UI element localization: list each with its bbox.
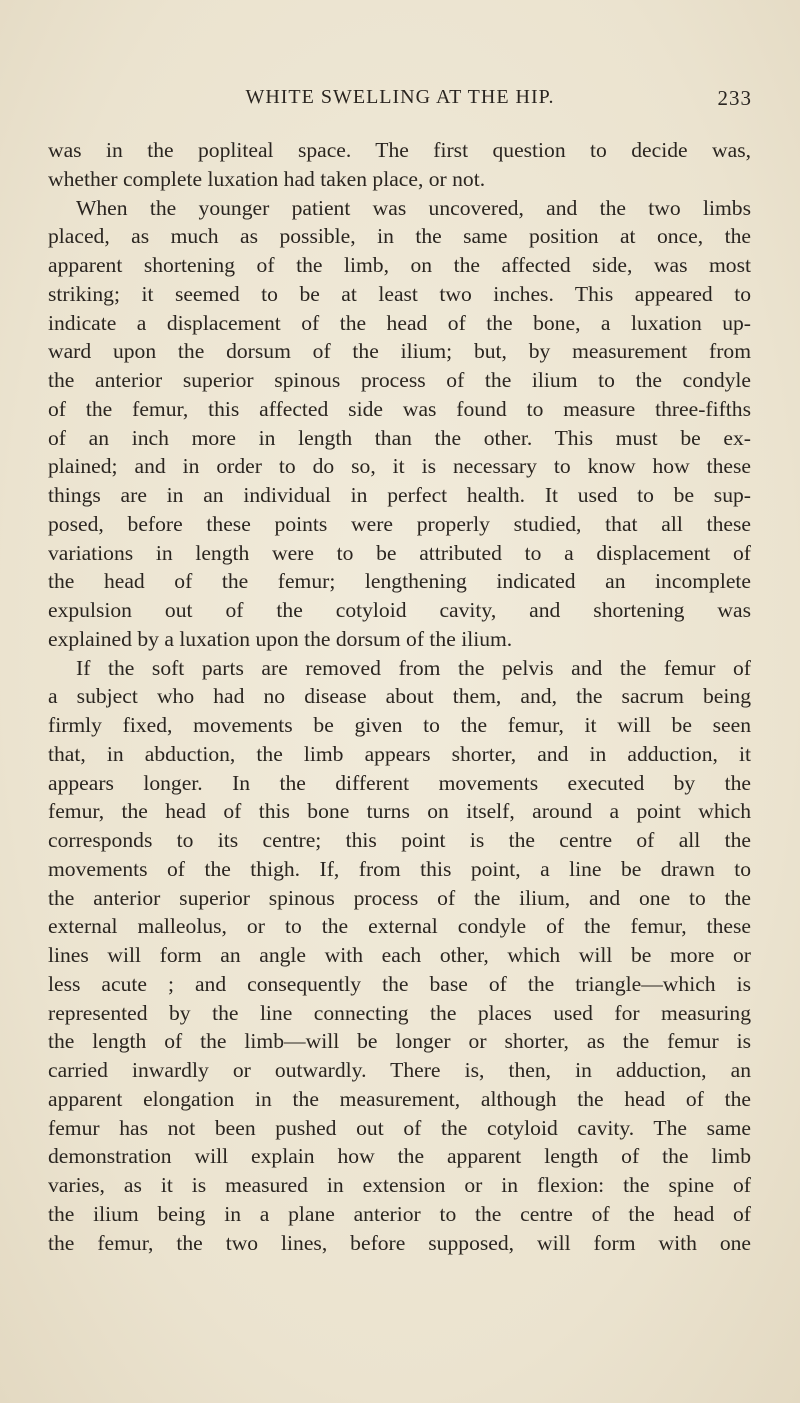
text-line: posed, before these points were properly studied, that all these (48, 511, 751, 536)
body-text (48, 136, 751, 1257)
text-line: expulsion out of the cotyloid cavity, and shortening was (48, 598, 751, 622)
text-line: was in the popliteal space. The first question to decide was, (48, 138, 751, 162)
text-line: the head of the femur; lengthening indicated an incomplete (48, 569, 751, 594)
text-line: the anterior superior spinous process of the ilium, and one to the (48, 885, 751, 910)
text-line: less acute ; and consequently the base of the triangle—which is (48, 971, 751, 996)
text-line: If the soft parts are removed from the pelvis and the femur of (76, 655, 751, 680)
text-line: corresponds to its centre; this point is the centre of all the (48, 828, 751, 852)
text-line: demonstration will explain how the apparent length of the limb (48, 1144, 751, 1169)
text-line: things are in an individual in perfect health. It used to be sup- (48, 483, 751, 507)
text-line: appears longer. In the different movements executed by the (48, 770, 751, 795)
text-line: firmly fixed, movements be given to the femur, it will be seen (48, 713, 751, 737)
text-line: apparent elongation in the measurement, although the head of the (48, 1086, 751, 1111)
text-line: movements of the thigh. If, from this point, a line be drawn to (48, 856, 751, 881)
text-line: explained by a luxation upon the dorsum of the ilium. (48, 626, 513, 651)
text-line: a subject who had no disease about them, and, the sacrum being (48, 684, 751, 709)
text-line: placed, as much as possible, in the same position at once, the (48, 224, 751, 249)
text-line: the femur, the two lines, before supposed, will form with one (48, 1230, 751, 1255)
text-line: the anterior superior spinous process of the ilium to the condyle (48, 368, 751, 392)
text-line: ward upon the dorsum of the ilium; but, by measurement from (48, 339, 751, 364)
text-line: apparent shortening of the limb, on the affected side, was most (48, 253, 751, 277)
text-line: the length of the limb—will be longer or shorter, as the femur is (48, 1029, 751, 1054)
page-number: 233 (717, 86, 752, 110)
text-line: external malleolus, or to the external condyle of the femur, these (48, 914, 751, 939)
text-line: whether complete luxation had taken place, or not. (48, 166, 486, 191)
text-line: the ilium being in a plane anterior to the centre of the head of (48, 1201, 751, 1226)
text-line: varies, as it is measured in extension or in flexion: the spine of (48, 1173, 751, 1197)
text-line: plained; and in order to do so, it is necessary to know how these (48, 454, 751, 479)
text-line: that, in abduction, the limb appears shorter, and in adduction, it (48, 741, 751, 766)
text-line: striking; it seemed to be at least two inches. This appeared to (48, 281, 751, 306)
text-line: femur, the head of this bone turns on itself, around a point which (48, 799, 751, 824)
running-head (48, 86, 752, 112)
text-line: of an inch more in length than the other. This must be ex- (48, 425, 751, 450)
running-title: WHITE SWELLING AT THE HIP. (245, 86, 555, 108)
text-line: indicate a displacement of the head of the bone, a luxation up- (48, 310, 751, 335)
text-line: of the femur, this affected side was found to measure three-fifths (48, 396, 751, 421)
text-line: When the younger patient was uncovered, and the two limbs (76, 195, 751, 220)
text-line: carried inwardly or outwardly. There is, then, in adduction, an (48, 1058, 751, 1082)
text-line: represented by the line connecting the places used for measuring (48, 1000, 751, 1025)
text-line: variations in length were to be attributed to a displacement of (48, 540, 751, 565)
text-line: lines will form an angle with each other, which will be more or (48, 943, 751, 967)
text-line: femur has not been pushed out of the cotyloid cavity. The same (48, 1115, 751, 1140)
